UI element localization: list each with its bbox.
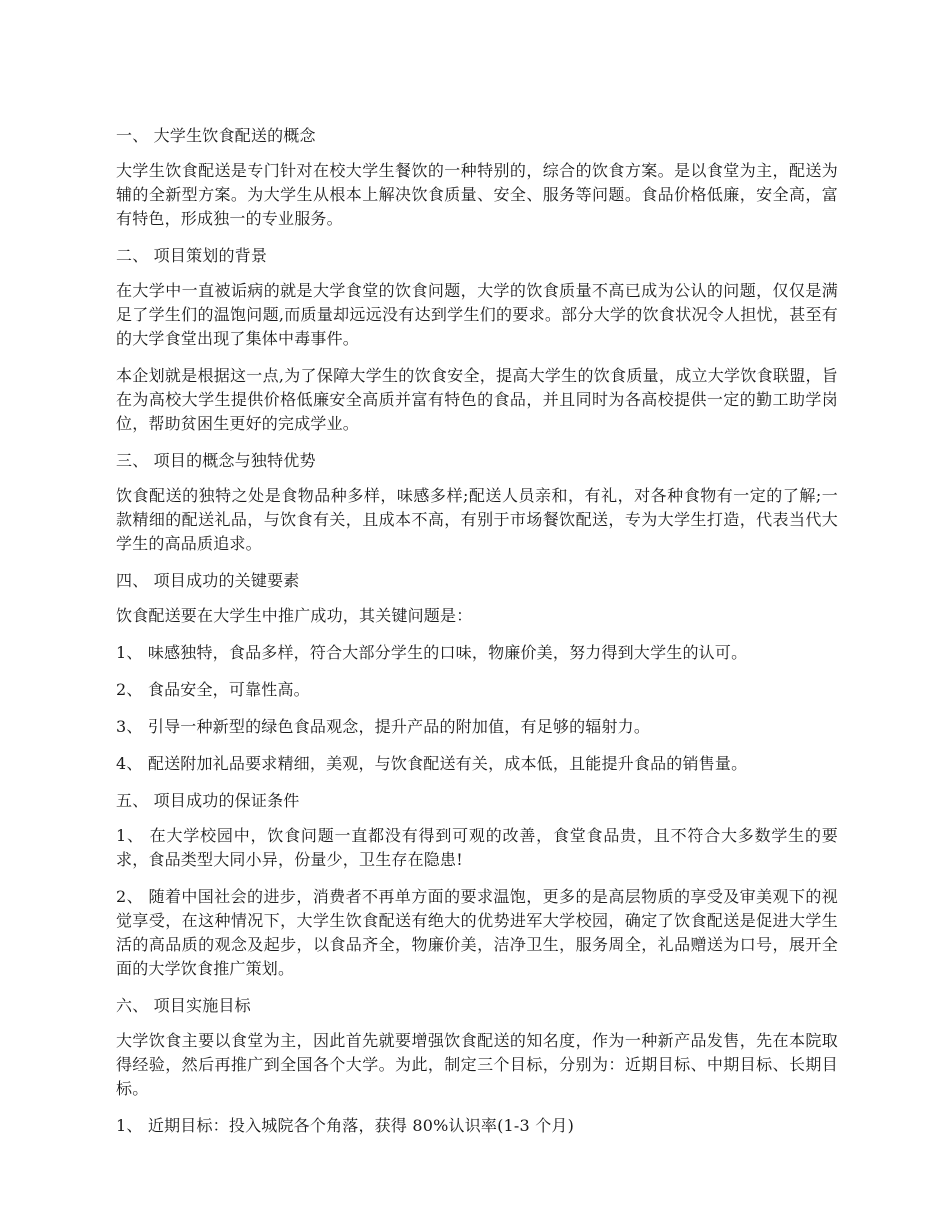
paragraph: 饮食配送要在大学生中推广成功，其关键问题是：: [116, 606, 473, 625]
section-heading: 一、 大学生饮食配送的概念: [116, 126, 316, 145]
list-item: 2、 食品安全，可靠性高。: [116, 680, 310, 699]
paragraph: 饮食配送的独特之处是食物品种多样，味感多样;配送人员亲和，有礼，对各种食物有一定的了解;一款精细的配送礼品，与饮食有关，且成本不高，有别于市场餐饮配送，专为大学生打造，代表当代大学生的高品质追求。: [116, 486, 838, 553]
list-item: 1、 近期目标：投入城院各个角落，获得 80%认识率(1-3 个月): [116, 1116, 575, 1135]
section-heading: 五、 项目成功的保证条件: [116, 791, 300, 810]
list-item: 1、 味感独特，食品多样，符合大部分学生的口味，物廉价美，努力得到大学生的认可。: [116, 643, 748, 662]
list-item: 4、 配送附加礼品要求精细，美观，与饮食配送有关，成本低，且能提升食品的销售量。: [116, 754, 748, 773]
list-item: 1、 在大学校园中，饮食问题一直都没有得到可观的改善，食堂食品贵，且不符合大多数学生的要求，食品类型大同小异，份量少，卫生存在隐患!: [116, 826, 838, 869]
paragraph: 本企划就是根据这一点,为了保障大学生的饮食安全，提高大学生的饮食质量，成立大学饮食联盟，旨在为高校大学生提供价格低廉安全高质并富有特色的食品，并且同时为各高校提供一定的勤工助学岗位，帮助贫困生更好的完成学业。: [116, 366, 838, 433]
list-item: 2、 随着中国社会的进步，消费者不再单方面的要求温饱，更多的是高层物质的享受及审美观下的视觉享受，在这种情况下，大学生饮食配送有绝大的优势进军大学校园，确定了饮食配送是促进大学生活的高品质的观念及起步，以食品齐全，物廉价美，洁净卫生，服务周全，礼品赠送为口号，展开全面的大学饮食推广策划。: [116, 887, 838, 978]
section-heading: 六、 项目实施目标: [116, 996, 251, 1015]
paragraph: 在大学中一直被诟病的就是大学食堂的饮食问题，大学的饮食质量不高已成为公认的问题，仅仅是满足了学生们的温饱问题,而质量却远远没有达到学生们的要求。部分大学的饮食状况令人担忧，甚至有的大学食堂出现了集体中毒事件。: [116, 281, 838, 348]
paragraph: 大学生饮食配送是专门针对在校大学生餐饮的一种特别的，综合的饮食方案。是以食堂为主，配送为辅的全新型方案。为大学生从根本上解决饮食质量、安全、服务等问题。食品价格低廉，安全高，富有特色，形成独一的专业服务。: [116, 161, 838, 228]
section-heading: 二、 项目策划的背景: [116, 246, 268, 265]
paragraph: 大学饮食主要以食堂为主，因此首先就要增强饮食配送的知名度，作为一种新产品发售，先在本院取得经验，然后再推广到全国各个大学。为此，制定三个目标，分别为：近期目标、中期目标、长期目标。: [116, 1031, 838, 1098]
section-heading: 三、 项目的概念与独特优势: [116, 451, 316, 470]
document-page: [116, 124, 838, 1151]
section-heading: 四、 项目成功的关键要素: [116, 571, 300, 590]
list-item: 3、 引导一种新型的绿色食品观念，提升产品的附加值，有足够的辐射力。: [116, 717, 651, 736]
